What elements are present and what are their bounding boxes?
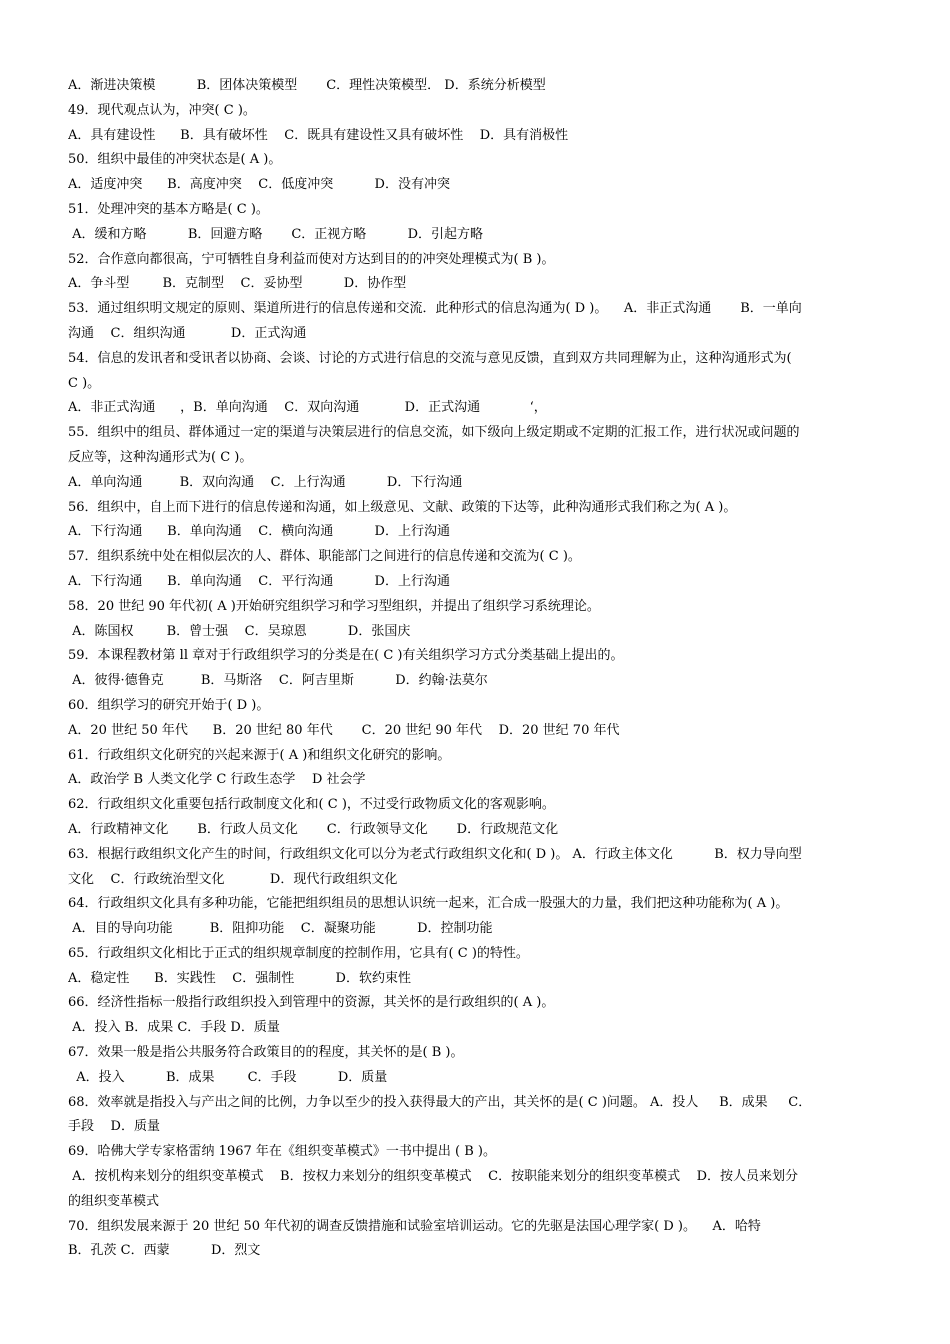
options-line: A．下行沟通 B．单向沟通 C．平行沟通 D．上行沟通 bbox=[68, 573, 450, 589]
question-line: 54．信息的发讯者和受讯者以协商、会谈、讨论的方式进行信息的交流与意见反馈，直到双方共同理解为止，这种沟通形式为( bbox=[68, 350, 792, 366]
options-line: A．目的导向功能 B．阻抑功能 C．凝聚功能 D．控制功能 bbox=[68, 921, 493, 937]
options-line: A．投入 B．成果 C．手段 D．质量 bbox=[68, 1020, 280, 1036]
options-line: B．孔茨 C．西蒙 D．烈文 bbox=[68, 1243, 261, 1259]
options-line: A．行政精神文化 B．行政人员文化 C．行政领导文化 D．行政规范文化 bbox=[68, 821, 559, 837]
question-line: 69．哈佛大学专家格雷纳 1967 年在《组织变革模式》一书中提出 ( B )。 bbox=[68, 1144, 496, 1160]
options-line: A．陈国权 B．曾士强 C．吴琼恩 D．张国庆 bbox=[68, 623, 411, 639]
options-line: A．20 世纪 50 年代 B．20 世纪 80 年代 C．20 世纪 90 年代 D．20 世纪 70 年代 bbox=[68, 722, 620, 738]
question-line: 51．处理冲突的基本方略是( C )。 bbox=[68, 201, 269, 217]
question-line: 57．组织系统中处在相似层次的人、群体、职能部门之间进行的信息传递和交流为( C )。 bbox=[68, 549, 581, 565]
question-line: 68．效率就是指投入与产出之间的比例，力争以至少的投入获得最大的产出，其关怀的是( C )问题。 A．投人 B．成果 C． bbox=[68, 1094, 812, 1110]
options-line: 沟通 C．组织沟通 D．正式沟通 bbox=[68, 325, 307, 341]
options-line: 文化 C．行政统治型文化 D．现代行政组织文化 bbox=[68, 871, 398, 887]
options-line: A．具有建设性 B．具有破坏性 C．既具有建设性又具有破坏性 D．具有消极性 bbox=[68, 127, 569, 143]
question-line: 反应等，这种沟通形式为( C )。 bbox=[68, 449, 253, 465]
options-line: A．单向沟通 B．双向沟通 C．上行沟通 D．下行沟通 bbox=[68, 474, 463, 490]
options-line: A．彼得·德鲁克 B．马斯洛 C．阿吉里斯 D．约翰·法莫尔 bbox=[68, 673, 488, 689]
text-line: A．渐进决策模 B．团体决策模型 C．理性决策模型． D．系统分析模型 bbox=[68, 78, 546, 93]
question-line: 61．行政组织文化研究的兴起来源于( A )和组织文化研究的影响。 bbox=[68, 747, 451, 763]
options-line: A．按机构来划分的组织变革模式 B．按权力来划分的组织变革模式 C．按职能来划分的组织变革模式 D．按人员来划分 bbox=[68, 1169, 799, 1185]
question-line: 67．效果一般是指公共服务符合政策目的的程度，其关怀的是( B )。 bbox=[68, 1045, 464, 1061]
options-line: A．投入 B．成果 C．手段 D．质量 bbox=[68, 1069, 388, 1085]
question-line: 70．组织发展来源于 20 世纪 50 年代初的调查反馈措施和试验室培训运动。它的先驱是法国心理学家( D )。 A．哈特 bbox=[68, 1218, 761, 1234]
question-line: 55．组织中的组员、群体通过一定的渠道与决策层进行的信息交流，如下级向上级定期或不定期的汇报工作，进行状况或问题的 bbox=[68, 425, 800, 441]
options-line: A．争斗型 B．克制型 C．妥协型 D．协作型 bbox=[68, 276, 407, 292]
question-line: 50．组织中最佳的冲突状态是( A )。 bbox=[68, 152, 282, 168]
question-line: 64．行政组织文化具有多种功能，它能把组织组员的思想认识统一起来，汇合成一股强大的力量，我们把这种功能称为( A )。 bbox=[68, 896, 789, 912]
question-line: 49．现代观点认为，冲突( C )。 bbox=[68, 102, 256, 118]
options-line: A．缓和方略 B．回避方略 C．正视方略 D．引起方略 bbox=[68, 226, 484, 242]
question-line: 58．20 世纪 90 年代初( A )开始研究组织学习和学习型组织，并提出了组织学习系统理论。 bbox=[68, 598, 600, 614]
question-line: 60．组织学习的研究开始于( D )。 bbox=[68, 697, 270, 713]
question-line: 62．行政组织文化重要包括行政制度文化和( C )，不过受行政物质文化的客观影响。 bbox=[68, 797, 555, 813]
options-line: A．下行沟通 B．单向沟通 C．横向沟通 D．上行沟通 bbox=[68, 524, 450, 540]
document-page bbox=[68, 74, 884, 1264]
question-line: 53．通过组织明文规定的原则、渠道所进行的信息传递和交流．此种形式的信息沟通为( D )。 A．非正式沟通 B．一单向 bbox=[68, 301, 802, 317]
options-line: 手段 D．质量 bbox=[68, 1119, 160, 1135]
options-line: A．稳定性 B．实践性 C．强制性 D．软约束性 bbox=[68, 970, 411, 986]
question-line: 52．合作意向都很高，宁可牺牲自身利益而使对方达到目的的冲突处理模式为( B )。 bbox=[68, 251, 555, 267]
question-line: 59．本课程教材第 ll 章对于行政组织学习的分类是在( C )有关组织学习方式分类基础上提出的。 bbox=[68, 648, 624, 664]
options-line: A．适度冲突 B．高度冲突 C．低度冲突 D．没有冲突 bbox=[68, 177, 450, 193]
options-line: 的组织变革模式 bbox=[68, 1193, 160, 1209]
question-line: C )。 bbox=[68, 375, 101, 391]
question-line: 66．经济性指标一般指行政组织投入到管理中的资源，其关怀的是行政组织的( A )。 bbox=[68, 995, 555, 1011]
question-line: 56．组织中，自上而下进行的信息传递和沟通，如上级意见、文献、政策的下达等，此种沟通形式我们称之为( A )。 bbox=[68, 499, 737, 515]
options-line: A．政治学 B 人类文化学 C 行政生态学 D 社会学 bbox=[68, 772, 366, 788]
question-line: 63．根据行政组织文化产生的时间，行政组织文化可以分为老式行政组织文化和( D )。 A．行政主体文化 B．权力导向型 bbox=[68, 846, 802, 862]
question-line: 65．行政组织文化相比于正式的组织规章制度的控制作用，它具有( C )的特性。 bbox=[68, 945, 529, 961]
options-line: A．非正式沟通 ，B．单向沟通 C．双向沟通 D．正式沟通 ‘， bbox=[68, 400, 547, 416]
